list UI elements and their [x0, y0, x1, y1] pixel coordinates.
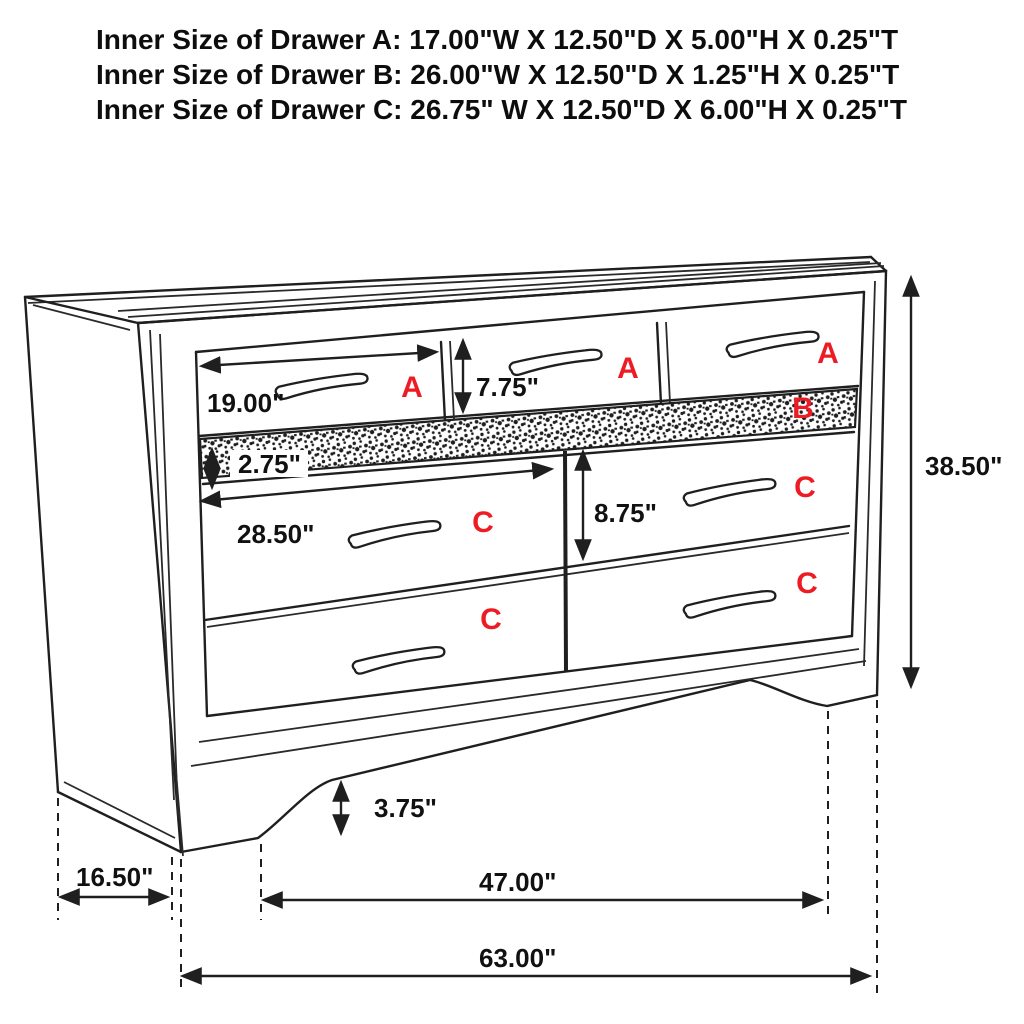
label-drawer-c-middle-right: C [794, 471, 816, 504]
dimension-label: 16.50" [76, 862, 154, 892]
label-drawer-c-bottom-left: C [480, 603, 502, 636]
dimension-label: 19.00" [207, 388, 285, 418]
label-drawer-c-bottom-right: C [796, 567, 818, 600]
dimension-label: 7.75" [476, 372, 539, 402]
dimension-label: 3.75" [374, 793, 437, 823]
dimension-overall-height [911, 278, 1002, 686]
dimension-label: 38.50" [925, 451, 1003, 481]
title-line-drawer-b: Inner Size of Drawer B: 26.00"W X 12.50"D X 1.25"H X 0.25"T [96, 59, 900, 90]
dimension-label: 47.00" [479, 867, 557, 897]
dimension-overall-width [183, 943, 869, 976]
label-drawer-a-top-right: A [817, 337, 839, 370]
dimension-overall-depth [61, 862, 167, 897]
label-drawer-a-top-left: A [401, 371, 423, 404]
dimension-feet-span [264, 867, 821, 900]
dimension-foot-height [341, 783, 437, 833]
dimension-label: 8.75" [594, 498, 657, 528]
label-drawer-a-top-middle: A [617, 352, 639, 385]
dimension-label: 2.75" [238, 449, 301, 479]
label-drawer-c-middle-left: C [472, 506, 494, 539]
title-line-drawer-a: Inner Size of Drawer A: 17.00"W X 12.50"D X 5.00"H X 0.25"T [96, 24, 899, 55]
dimension-label: 28.50" [237, 519, 315, 549]
diagram-line [565, 451, 566, 671]
dimension-label: 63.00" [479, 943, 557, 973]
label-strip-b: B [792, 392, 814, 425]
front-face [138, 271, 886, 852]
title-line-drawer-c: Inner Size of Drawer C: 26.75" W X 12.50"D X 6.00"H X 0.25"T [96, 94, 907, 125]
